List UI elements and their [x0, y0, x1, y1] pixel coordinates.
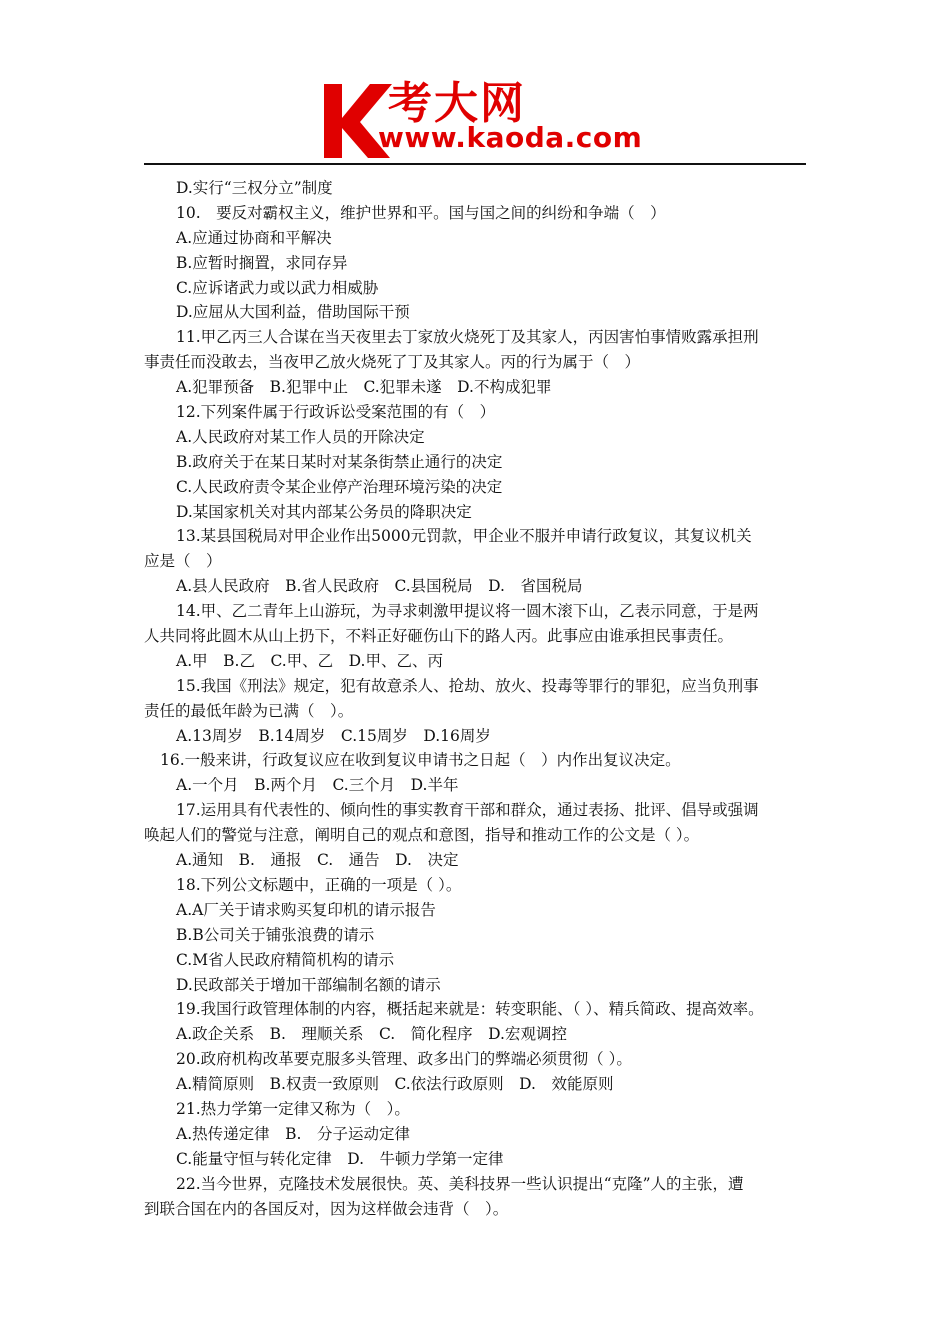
option-line: D.某国家机关对其内部某公务员的降职决定: [176, 502, 472, 521]
logo-url: www.kaoda.com: [378, 121, 643, 154]
header-divider: [144, 163, 806, 165]
option-line: A.应通过协商和平解决: [176, 228, 332, 247]
option-line: C.能量守恒与转化定律 D. 牛顿力学第一定律: [176, 1149, 504, 1168]
option-line: A.甲 B.乙 C.甲、乙 D.甲、乙、丙: [176, 651, 443, 670]
option-line: A.热传递定律 B. 分子运动定律: [176, 1124, 410, 1143]
question-line: 21.热力学第一定律又称为（ ）。: [176, 1099, 410, 1118]
option-line: D.应屈从大国利益，借助国际干预: [176, 303, 410, 322]
question-line: 11.甲乙丙三人合谋在当天夜里去丁家放火烧死丁及其家人，丙因害怕事情败露承担刑: [176, 328, 759, 347]
option-line: D.实行“三权分立”制度: [176, 179, 333, 197]
option-line: A.13周岁 B.14周岁 C.15周岁 D.16周岁: [176, 726, 491, 745]
option-line: A.通知 B. 通报 C. 通告 D. 决定: [176, 851, 459, 870]
question-line: 13.某县国税局对甲企业作出5000元罚款，甲企业不服并申请行政复议，其复议机关: [176, 527, 752, 546]
question-line: 事责任而没敢去，当夜甲乙放火烧死了丁及其家人。丙的行为属于（ ）: [144, 353, 641, 372]
option-line: A.犯罪预备 B.犯罪中止 C.犯罪未遂 D.不构成犯罪: [176, 378, 552, 397]
question-list: [144, 176, 808, 1221]
question-line: 唤起人们的警觉与注意，阐明自己的观点和意图，指导和推动工作的公文是（ ）。: [144, 826, 700, 845]
question-line: 责任的最低年龄为已满（ ）。: [144, 701, 354, 720]
question-line: 19.我国行政管理体制的内容，概括起来就是：转变职能、（ ）、精兵简政、提高效率。: [176, 1000, 764, 1019]
option-line: A.一个月 B.两个月 C.三个月 D.半年: [176, 776, 459, 795]
option-line: B.B公司关于铺张浪费的请示: [176, 925, 375, 944]
option-line: A.精简原则 B.权责一致原则 C.依法行政原则 D. 效能原则: [176, 1075, 614, 1094]
question-line: 17.运用具有代表性的、倾向性的事实教育干部和群众，通过表扬、批评、倡导或强调: [176, 801, 759, 820]
question-line: 12.下列案件属于行政诉讼受案范围的有（ ）: [176, 403, 496, 422]
option-line: A.县人民政府 B.省人民政府 C.县国税局 D. 省国税局: [176, 577, 583, 596]
option-line: B.政府关于在某日某时对某条街禁止通行的决定: [176, 452, 503, 471]
question-line: 18.下列公文标题中，正确的一项是（ ）。: [176, 875, 462, 894]
question-line: 20.政府机构改革要克服多头管理、政多出门的弊端必须贯彻（ ）。: [176, 1050, 632, 1069]
option-line: A.人民政府对某工作人员的开除决定: [176, 427, 425, 446]
option-line: A.A厂关于请求购买复印机的请示报告: [176, 900, 436, 919]
question-line: 到联合国在内的各国反对，因为这样做会违背（ ）。: [144, 1199, 509, 1218]
page-header: [144, 0, 806, 166]
question-line: 14.甲、乙二青年上山游玩，为寻求刺激甲提议将一圆木滚下山，乙表示同意，于是两: [176, 602, 759, 621]
question-line: 22.当今世界，克隆技术发展很快。英、美科技界一些认识提出“克隆”人的主张，遭: [176, 1174, 744, 1193]
question-line: 15.我国《刑法》规定，犯有故意杀人、抢劫、放火、投毒等罪行的罪犯，应当负刑事: [176, 676, 759, 695]
question-line: 应是（ ）: [144, 552, 222, 571]
option-line: C.人民政府责令某企业停产治理环境污染的决定: [176, 477, 503, 496]
kaoda-logo: [320, 78, 643, 160]
question-line: 人共同将此圆木从山上扔下，不料正好砸伤山下的路人丙。此事应由谁承担民事责任。: [144, 627, 734, 646]
question-line: 16.一般来讲，行政复议应在收到复议申请书之日起（ ）内作出复议决定。: [160, 751, 681, 770]
option-line: C.M省人民政府精简机构的请示: [176, 950, 395, 969]
option-line: C.应诉诸武力或以武力相威胁: [176, 278, 379, 297]
question-line: 10. 要反对霸权主义，维护世界和平。国与国之间的纠纷和争端（ ）: [176, 203, 666, 222]
option-line: A.政企关系 B. 理顺关系 C. 简化程序 D.宏观调控: [176, 1025, 567, 1044]
option-line: B.应暂时搁置，求同存异: [176, 253, 348, 272]
logo-chinese-name: 考大网: [388, 78, 526, 129]
option-line: D.民政部关于增加干部编制名额的请示: [176, 975, 441, 994]
